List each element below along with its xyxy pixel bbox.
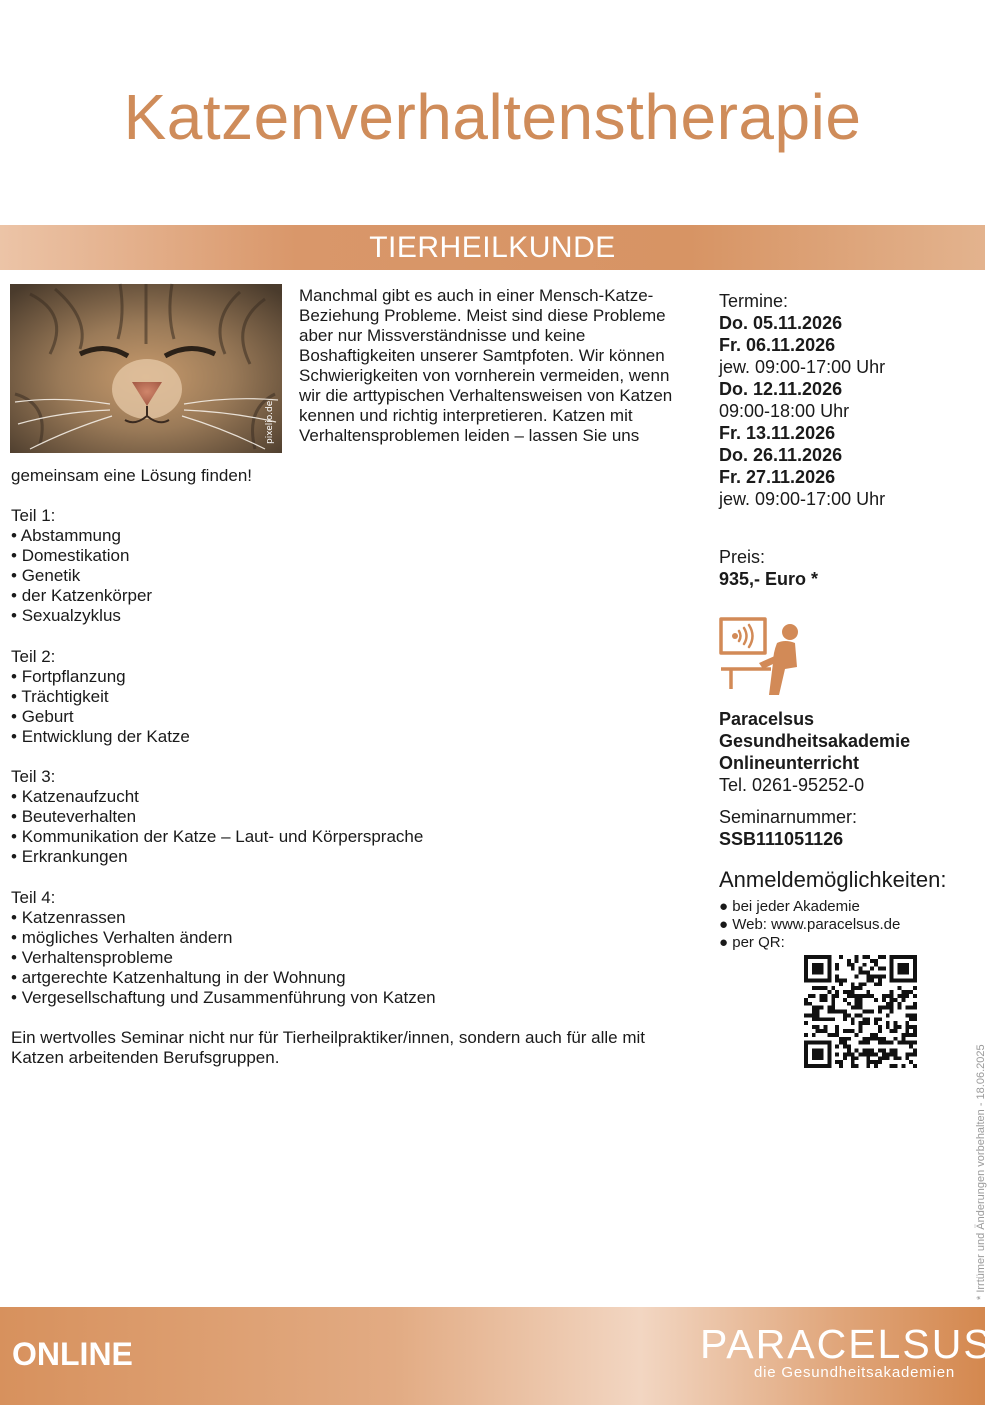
termin-time: jew. 09:00-17:00 Uhr xyxy=(719,489,886,509)
category-label: TIERHEILKUNDE xyxy=(369,231,616,264)
termin-date: Fr. 13.11.2026 xyxy=(719,423,836,443)
page-title: Katzenverhaltenstherapie xyxy=(123,81,862,153)
contact-line: Paracelsus xyxy=(719,709,815,729)
intro-paragraph-end: gemeinsam eine Lösung finden! xyxy=(11,466,252,485)
list-item: • der Katzenkörper xyxy=(11,586,691,606)
disclaimer-note: * Irrtümer und Änderungen vorbehalten - 18.06.2025 xyxy=(975,1044,987,1300)
list-item: • Verhaltensprobleme xyxy=(11,948,691,968)
teil-2 xyxy=(11,647,691,747)
footer-mode-label: ONLINE xyxy=(12,1336,133,1372)
contact-phone: Tel. 0261-95252-0 xyxy=(719,775,865,795)
closing-paragraph: Ein wertvolles Seminar nicht nur für Tierheilpraktiker/innen, sondern auch für alle mit Katzen arbeitenden Berufsgruppen. xyxy=(11,1028,646,1067)
teil-list xyxy=(11,787,691,867)
seminar-number: SSB111051126 xyxy=(719,829,844,849)
list-item: • Sexualzyklus xyxy=(11,606,691,626)
preis-block xyxy=(719,546,974,590)
list-item: • Trächtigkeit xyxy=(11,687,691,707)
category-band xyxy=(0,225,985,270)
brand-logo: PARACELSUS xyxy=(700,1321,993,1367)
teil-label: Teil 1: xyxy=(11,506,56,525)
contact-line: Gesundheitsakademie xyxy=(719,731,911,751)
contact-line: Onlineunterricht xyxy=(719,753,860,773)
list-item: • Genetik xyxy=(11,566,691,586)
termin-date: Do. 26.11.2026 xyxy=(719,445,843,465)
termin-time: jew. 09:00-17:00 Uhr xyxy=(719,357,886,377)
list-item: • Katzenrassen xyxy=(11,908,691,928)
anmeldung-list xyxy=(719,898,900,952)
qr-code[interactable] xyxy=(804,955,917,1068)
teil-label: Teil 4: xyxy=(11,888,56,907)
anmeldung-title: Anmeldemöglichkeiten: xyxy=(719,867,947,892)
list-item: • Katzenaufzucht xyxy=(11,787,691,807)
termin-time: 09:00-18:00 Uhr xyxy=(719,401,850,421)
seminar-block xyxy=(719,806,974,850)
list-item: ● per QR: xyxy=(719,934,900,952)
online-teaching-icon xyxy=(719,617,801,697)
seminar-label: Seminarnummer: xyxy=(719,807,858,827)
list-item[interactable]: ● Web: www.paracelsus.de xyxy=(719,916,900,934)
teil-label: Teil 3: xyxy=(11,767,56,786)
contact-block xyxy=(719,708,974,796)
teil-list xyxy=(11,908,691,1008)
brand-tagline: die Gesundheitsakademien xyxy=(754,1364,955,1381)
list-item: • Domestikation xyxy=(11,546,691,566)
termine-block xyxy=(719,290,974,510)
termin-date: Fr. 27.11.2026 xyxy=(719,467,836,487)
list-item: • Abstammung xyxy=(11,526,691,546)
teil-3 xyxy=(11,767,691,867)
cat-photo xyxy=(10,284,282,453)
teil-1 xyxy=(11,506,691,626)
list-item: • artgerechte Katzenhaltung in der Wohnung xyxy=(11,968,691,988)
termin-date: Do. 12.11.2026 xyxy=(719,379,843,399)
teil-4 xyxy=(11,888,691,1008)
termin-date: Fr. 06.11.2026 xyxy=(719,335,836,355)
list-item: • Geburt xyxy=(11,707,691,727)
preis-label: Preis: xyxy=(719,547,766,567)
list-item: • Entwicklung der Katze xyxy=(11,727,691,747)
list-item: • Beuteverhalten xyxy=(11,807,691,827)
preis-value: 935,- Euro * xyxy=(719,569,819,589)
list-item: • Erkrankungen xyxy=(11,847,691,867)
termine-label: Termine: xyxy=(719,291,789,311)
svg-text:pixelio.de: pixelio.de xyxy=(265,400,275,444)
teil-list xyxy=(11,667,691,747)
list-item: ● bei jeder Akademie xyxy=(719,898,900,916)
list-item: • Fortpflanzung xyxy=(11,667,691,687)
intro-paragraph: Manchmal gibt es auch in einer Mensch-Katze-Beziehung Probleme. Meist sind diese Probleme aber nur Missverständnisse und keine Boshaftigkeiten unserer Samtpfoten. Wir können Schwierigkeiten von vornherein vermeiden, wenn wir die arttypischen Verhaltensweisen von Katzen kennen und richtig interpretieren. Katzen mit Verhaltensproblemen leiden – lassen Sie uns xyxy=(299,286,673,445)
teil-list xyxy=(11,526,691,626)
termin-date: Do. 05.11.2026 xyxy=(719,313,843,333)
list-item: • Vergesellschaftung und Zusammenführung von Katzen xyxy=(11,988,691,1008)
list-item: • mögliches Verhalten ändern xyxy=(11,928,691,948)
list-item: • Kommunikation der Katze – Laut- und Körpersprache xyxy=(11,827,691,847)
teil-label: Teil 2: xyxy=(11,647,56,666)
